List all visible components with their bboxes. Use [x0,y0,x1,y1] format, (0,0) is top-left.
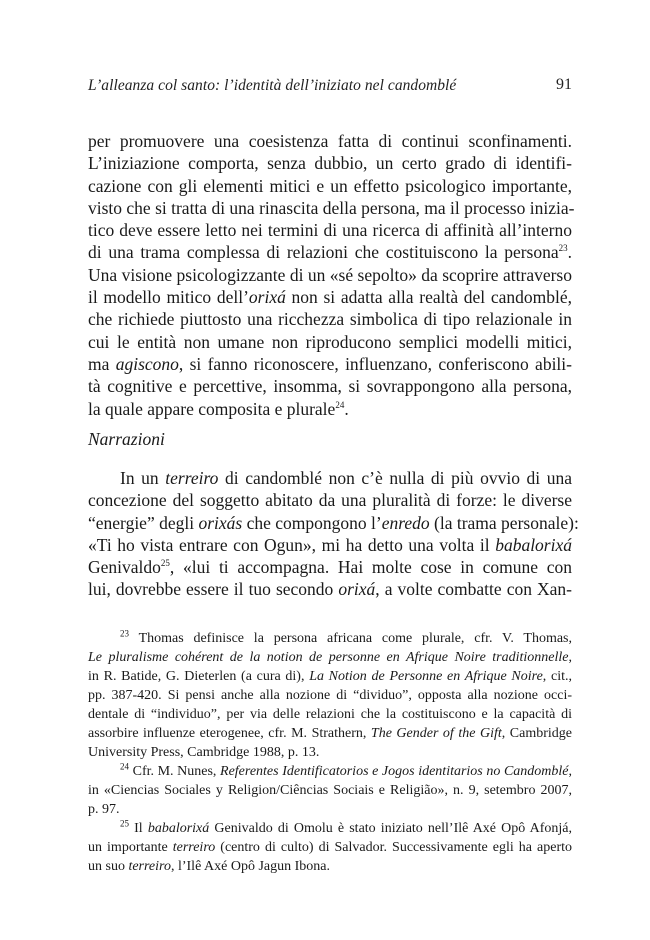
text-line: visto che si tratta di una rinascita della persona, ma il processo inizia- [88,197,575,218]
text-line [88,398,572,420]
italic-term: terreiro [128,859,171,874]
footnote-25-line [88,838,572,857]
text-segment: In un [120,468,166,488]
text-segment: , cit., [542,669,572,684]
footnote-25-line [88,857,572,876]
text-segment: (la trama personale): [429,512,579,533]
text-segment: , [568,650,572,665]
text-segment: che compongono l’ [242,512,382,533]
text-segment: , a volte combatte con Xan- [375,579,572,600]
text-line [88,512,579,534]
footnote-number-25: 25 [120,818,129,829]
text-segment: il modello mitico dell’ [88,287,249,308]
footnote-number-24: 24 [120,761,129,772]
footnote-number-23: 23 [120,628,129,639]
italic-title: Referentes Identificatorios e Jogos identitarios no Candomblé [220,764,569,779]
text-segment: , si fanno riconoscere, influenzano, conferiscono abili- [178,353,572,374]
text-line [88,534,572,556]
text-segment: di candomblé non c’è nulla di più ovvio di una [218,468,573,488]
text-segment: «Ti ho vista entrare con Ogun», mi ha detto una volta il [88,534,496,555]
footnote-24-line: p. 97. [88,802,120,817]
footnote-23-line [88,629,572,648]
text-line [88,467,572,489]
footnote-ref-24[interactable]: 24 [335,399,345,410]
text-segment: Il [134,821,148,836]
footnote-23-line [88,667,572,686]
text-line [88,286,572,308]
text-segment: Genivaldo [88,557,161,578]
text-line: per promuovere una coesistenza fatta di continui sconfinamenti. [88,131,572,151]
footnote-24-line: in «Ciencias Sociales y Religion/Ciências Sociais e Religião», n. 9, setembro 2007, [88,783,572,798]
footnote-24-line [88,762,572,781]
footnote-23-line [88,724,572,743]
italic-term: babalorixá [147,821,210,836]
footnote-23-line: pp. 387-420. Si pensi anche alla nozione di “dividuo”, opposta alla nozione occi- [88,688,572,703]
text-segment: (centro di culto) di Salvador. Successivamente egli ha aperto [215,840,572,855]
text-segment: assorbire influenze eterogenee, cfr. M. Strathern, [88,726,371,741]
footnote-25-line [88,819,572,838]
text-line: concezione del soggetto abitato da una pluralità di forze: le diverse [88,490,572,511]
footnotes [88,629,572,876]
italic-term: enredo [381,512,430,533]
text-segment: “energie” degli [88,512,199,533]
text-segment: Thomas definisce la persona africana come plurale, cfr. V. Thomas, [138,631,573,646]
italic-term: orixás [198,512,243,533]
text-line: cui le entità non umane non riproducono semplici modelli mitici, [88,331,572,352]
text-segment: un importante [88,840,173,855]
italic-term: babalorixá [495,534,572,555]
text-segment: , «lui ti accompagna. Hai molte cose in comune con [169,557,572,578]
text-segment: non si adatta alla realtà del candomblé, [285,287,572,308]
italic-term: terreiro [165,468,219,488]
text-line [88,353,572,375]
text-segment: la quale appare composita e plurale [88,398,336,419]
italic-term: agiscono [115,353,179,374]
text-line: tico deve essere letto nei termini di una ricerca di affinità all’interno [88,220,572,241]
italic-title: Le pluralisme cohérent de la notion de personne en Afrique Noire traditionnelle [88,650,569,665]
text-line: Una visione psicologizzante di un «sé sepolto» da scoprire attraverso [88,264,572,285]
footnote-ref-25[interactable]: 25 [160,558,170,569]
text-segment: lui, dovrebbe essere il tuo secondo [88,579,339,600]
text-segment: Genivaldo di Omolu è stato iniziato nell’Ilê Axé Opô Afonjá, [209,821,572,836]
text-segment: ma [88,353,116,374]
section-heading: Narrazioni [88,429,165,449]
footnote-23-line: University Press, Cambridge 1988, p. 13. [88,745,320,760]
text-segment: un suo [88,859,129,874]
footnote-23-line: dentale di “individuo”, per via delle relazioni che la costituiscono e la capacità di [88,707,572,722]
text-segment: , [568,764,573,779]
paragraph-2 [88,467,579,601]
text-segment: Cfr. M. Nunes, [132,764,221,779]
running-header-title: L’alleanza col santo: l’identità dell’iniziato nel candomblé [88,77,457,94]
italic-term: terreiro [172,840,216,855]
footnote-23-line [88,648,572,667]
text-line: cazione con gli elementi mitici e un effetto psicologico importante, [88,175,572,196]
footnote-ref-23[interactable]: 23 [558,243,568,254]
paragraph-1 [88,130,575,420]
text-segment: , Cambridge [501,726,572,741]
text-segment: , l’Ilê Axé Opô Jagun Ibona. [170,859,330,874]
italic-term: orixá [248,287,286,308]
text-line: L’iniziazione comporta, senza dubbio, un certo grado di identifi- [88,153,572,174]
text-line: di una trama complessa di relazioni che costituiscono la persona$^{23}$. [88,242,572,263]
text-line: tà cognitive e percettive, insomma, si sovrappongono alla persona, [88,376,572,397]
text-line [88,556,572,578]
text-line [88,578,572,600]
italic-term: orixá [338,579,376,600]
text-segment: . [344,398,349,419]
italic-title: La Notion de Personne en Afrique Noire [309,669,543,684]
text-segment: in R. Batide, G. Dieterlen (a cura di), [88,669,310,684]
text-segment: di una trama complessa di relazioni che costituiscono la persona [88,242,559,263]
italic-title: The Gender of the Gift [370,726,502,741]
text-line: che richiede piuttosto una ricchezza simbolica di tipo relazionale in [88,309,572,330]
page-number: 91 [556,76,572,93]
